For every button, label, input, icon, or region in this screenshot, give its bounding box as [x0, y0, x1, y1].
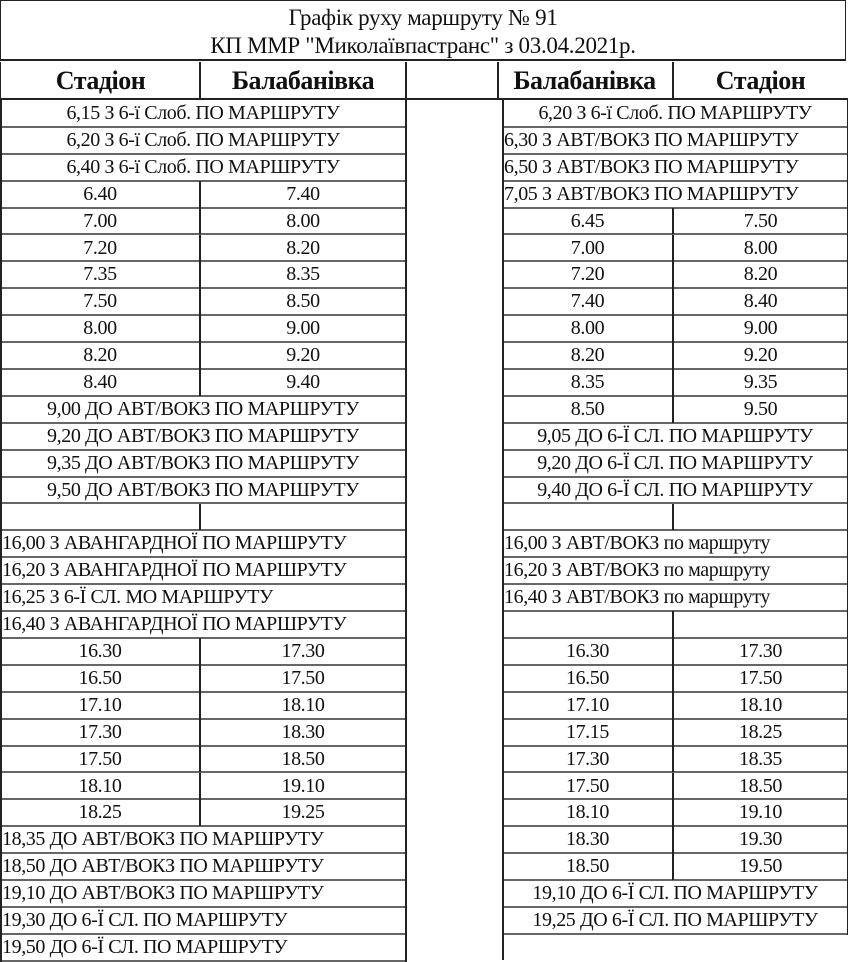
right-departure-time: 7.20 — [502, 261, 673, 289]
table-border — [0, 719, 2, 747]
right-arrival-time: 19.30 — [673, 826, 848, 854]
table-border — [0, 853, 2, 881]
table-border — [0, 799, 2, 827]
right-route-note-row: 19,25 ДО 6-Ї СЛ. ПО МАРШРУТУ — [502, 907, 848, 935]
table-border — [405, 530, 407, 558]
right-header-stadion: Стадіон — [673, 62, 848, 100]
left-departure-time: 18.10 — [0, 773, 200, 801]
left-route-note-row: 16,25 З 6-Ї СЛ. МО МАРШРУТУ — [0, 584, 406, 612]
right-arrival-time — [673, 504, 848, 532]
right-route-note-row: 7,05 З АВТ/ВОКЗ ПО МАРШРУТУ — [502, 181, 848, 209]
left-departure-time: 7.20 — [0, 235, 200, 263]
table-border — [405, 907, 407, 935]
left-route-note-row: 19,30 ДО 6-Ї СЛ. ПО МАРШРУТУ — [0, 907, 406, 935]
left-route-note-row: 16,40 З АВАНГАРДНОЇ ПО МАРШРУТУ — [0, 611, 406, 639]
right-arrival-time: 8.00 — [673, 235, 848, 263]
left-arrival-time: 8.00 — [200, 208, 406, 236]
left-arrival-time — [200, 504, 406, 532]
column-divider — [672, 799, 674, 826]
column-divider — [672, 369, 674, 396]
table-border — [502, 530, 504, 558]
right-arrival-time — [673, 611, 848, 639]
table-border — [0, 826, 2, 854]
left-departure-time: 7.35 — [0, 261, 200, 289]
right-departure-time: 8.00 — [502, 315, 673, 343]
column-divider — [672, 504, 674, 531]
table-border — [0, 557, 2, 585]
header-divider — [672, 62, 674, 100]
left-departure-time: 18.25 — [0, 799, 200, 827]
table-border — [405, 288, 407, 316]
table-border — [0, 934, 2, 962]
column-divider — [672, 853, 674, 880]
column-divider — [672, 826, 674, 853]
header-divider — [497, 62, 499, 100]
table-border — [405, 154, 407, 182]
column-divider — [672, 746, 674, 773]
column-divider — [672, 396, 674, 423]
left-route-note-row: 19,10 ДО АВТ/ВОКЗ ПО МАРШРУТУ — [0, 880, 406, 908]
right-route-note-row: 9,20 ДО 6-Ї СЛ. ПО МАРШРУТУ — [502, 450, 848, 478]
table-border — [0, 288, 2, 316]
table-border — [502, 100, 504, 128]
right-arrival-time: 17.50 — [673, 665, 848, 693]
right-departure-time: 8.20 — [502, 342, 673, 370]
left-route-note-row: 9,00 ДО АВТ/ВОКЗ ПО МАРШРУТУ — [0, 396, 406, 424]
table-border — [502, 773, 504, 801]
column-divider — [199, 315, 201, 342]
table-border — [502, 208, 504, 236]
table-border — [502, 584, 504, 612]
right-arrival-time: 8.40 — [673, 288, 848, 316]
table-border — [405, 692, 407, 720]
table-border — [502, 799, 504, 827]
right-departure-time: 17.30 — [502, 746, 673, 774]
table-border — [405, 423, 407, 451]
left-arrival-time: 18.50 — [200, 746, 406, 774]
table-border — [0, 692, 2, 720]
table-border — [502, 504, 504, 532]
right-route-note-row: 6,30 З АВТ/ВОКЗ ПО МАРШРУТУ — [502, 127, 848, 155]
table-border — [0, 665, 2, 693]
left-route-note-row: 16,00 З АВАНГАРДНОЇ ПО МАРШРУТУ — [0, 530, 406, 558]
right-arrival-time: 19.50 — [673, 853, 848, 881]
table-border — [0, 880, 2, 908]
right-departure-time: 17.50 — [502, 773, 673, 801]
left-arrival-time: 7.40 — [200, 181, 406, 209]
column-divider — [672, 638, 674, 665]
table-border — [502, 369, 504, 397]
left-arrival-time: 17.50 — [200, 665, 406, 693]
left-arrival-time: 18.10 — [200, 692, 406, 720]
table-border — [0, 369, 2, 397]
right-route-note-row: 9,05 ДО 6-Ї СЛ. ПО МАРШРУТУ — [502, 423, 848, 451]
table-border — [0, 746, 2, 774]
left-departure-time: 7.50 — [0, 288, 200, 316]
column-divider — [199, 181, 201, 208]
table-border — [0, 154, 2, 182]
table-border — [405, 611, 407, 639]
table-border — [405, 396, 407, 424]
column-divider — [199, 719, 201, 746]
table-border — [0, 127, 2, 155]
right-header-balabanivka: Балабанівка — [496, 62, 673, 100]
left-route-note-row: 9,20 ДО АВТ/ВОКЗ ПО МАРШРУТУ — [0, 423, 406, 451]
right-departure-time: 16.30 — [502, 638, 673, 666]
table-border — [0, 100, 2, 128]
right-arrival-time: 18.10 — [673, 692, 848, 720]
right-departure-time: 7.00 — [502, 235, 673, 263]
table-border — [502, 477, 504, 505]
table-border — [0, 235, 2, 263]
table-border — [405, 584, 407, 612]
left-arrival-time: 19.10 — [200, 773, 406, 801]
column-divider — [672, 665, 674, 692]
left-departure-time: 16.30 — [0, 638, 200, 666]
table-border — [405, 127, 407, 155]
table-border — [502, 127, 504, 155]
right-arrival-time: 9.50 — [673, 396, 848, 424]
right-arrival-time: 9.35 — [673, 369, 848, 397]
right-departure-time: 17.10 — [502, 692, 673, 720]
left-arrival-time: 9.20 — [200, 342, 406, 370]
column-divider — [672, 315, 674, 342]
table-border — [405, 853, 407, 881]
right-arrival-time: 19.10 — [673, 799, 848, 827]
table-border — [0, 450, 2, 478]
table-border — [502, 907, 504, 935]
title-line-2: КП ММР "Миколаївпастранс" з 03.04.2021р. — [210, 33, 636, 58]
table-border — [405, 450, 407, 478]
right-departure-time: 17.15 — [502, 719, 673, 747]
column-divider — [199, 692, 201, 719]
right-route-note-row: 6,20 З 6-ї Слоб. ПО МАРШРУТУ — [502, 100, 848, 128]
right-arrival-time: 18.35 — [673, 746, 848, 774]
table-border — [0, 504, 2, 532]
left-departure-time: 16.50 — [0, 665, 200, 693]
table-border — [405, 773, 407, 801]
table-border — [405, 100, 407, 128]
table-border — [0, 342, 2, 370]
table-border — [405, 504, 407, 532]
table-border — [502, 611, 504, 639]
table-border — [405, 369, 407, 397]
column-divider — [672, 692, 674, 719]
right-departure-time — [502, 504, 673, 532]
column-divider — [672, 235, 674, 262]
column-divider — [199, 235, 201, 262]
header-divider — [405, 62, 407, 100]
right-departure-time: 6.45 — [502, 208, 673, 236]
right-arrival-time: 8.20 — [673, 261, 848, 289]
left-departure-time: 17.30 — [0, 719, 200, 747]
left-departure-time: 8.40 — [0, 369, 200, 397]
table-border — [405, 208, 407, 236]
right-arrival-time: 9.00 — [673, 315, 848, 343]
right-departure-time: 8.50 — [502, 396, 673, 424]
table-border — [502, 934, 504, 960]
left-departure-time: 6.40 — [0, 181, 200, 209]
right-route-note-row: 16,20 З АВТ/ВОКЗ по маршруту — [502, 557, 848, 585]
right-departure-time: 18.50 — [502, 853, 673, 881]
table-border — [405, 235, 407, 263]
left-header-balabanivka: Балабанівка — [200, 62, 406, 100]
left-departure-time: 17.50 — [0, 746, 200, 774]
column-divider — [672, 611, 674, 638]
column-divider — [199, 261, 201, 288]
table-border — [405, 261, 407, 289]
table-border — [502, 557, 504, 585]
table-border — [502, 692, 504, 720]
table-border — [502, 638, 504, 666]
table-border — [0, 181, 2, 209]
table-border — [0, 530, 2, 558]
table-border — [405, 315, 407, 343]
left-arrival-time: 8.50 — [200, 288, 406, 316]
title-line-1: Графік руху маршруту № 91 — [288, 5, 558, 30]
column-divider — [199, 208, 201, 235]
left-arrival-time: 8.20 — [200, 235, 406, 263]
table-border — [502, 315, 504, 343]
table-border — [502, 880, 504, 908]
right-route-note-row: 16,40 З АВТ/ВОКЗ по маршруту — [502, 584, 848, 612]
right-arrival-time: 7.50 — [673, 208, 848, 236]
column-divider — [199, 342, 201, 369]
table-border — [0, 638, 2, 666]
right-departure-time: 18.10 — [502, 799, 673, 827]
table-border — [405, 557, 407, 585]
column-divider — [199, 746, 201, 773]
right-arrival-time: 17.30 — [673, 638, 848, 666]
table-border — [502, 154, 504, 182]
column-divider — [199, 665, 201, 692]
column-divider — [199, 504, 201, 531]
left-arrival-time: 19.25 — [200, 799, 406, 827]
table-border — [0, 208, 2, 236]
right-arrival-time: 18.25 — [673, 719, 848, 747]
right-arrival-time: 18.50 — [673, 773, 848, 801]
table-border — [405, 826, 407, 854]
column-divider — [199, 369, 201, 396]
left-header-stadion: Стадіон — [0, 62, 200, 100]
header-divider — [199, 62, 201, 100]
table-border — [0, 261, 2, 289]
table-border — [502, 181, 504, 209]
table-border — [0, 423, 2, 451]
table-border — [0, 477, 2, 505]
left-route-note-row: 6,40 З 6-ї Слоб. ПО МАРШРУТУ — [0, 154, 406, 182]
table-border — [405, 477, 407, 505]
header-gap — [406, 62, 498, 100]
right-departure-time: 8.35 — [502, 369, 673, 397]
table-border — [502, 853, 504, 881]
right-route-note-row: 6,50 З АВТ/ВОКЗ ПО МАРШРУТУ — [502, 154, 848, 182]
table-border — [405, 638, 407, 666]
table-border — [0, 315, 2, 343]
left-route-note-row: 18,35 ДО АВТ/ВОКЗ ПО МАРШРУТУ — [0, 826, 406, 854]
left-departure-time: 8.00 — [0, 315, 200, 343]
column-divider — [672, 773, 674, 800]
right-departure-time: 16.50 — [502, 665, 673, 693]
left-route-note-row: 19,50 ДО 6-Ї СЛ. ПО МАРШРУТУ — [0, 934, 406, 962]
left-route-note-row: 6,15 З 6-ї Слоб. ПО МАРШРУТУ — [0, 100, 406, 128]
right-arrival-time: 9.20 — [673, 342, 848, 370]
left-departure-time: 7.00 — [0, 208, 200, 236]
left-route-note-row: 18,50 ДО АВТ/ВОКЗ ПО МАРШРУТУ — [0, 853, 406, 881]
table-border — [0, 611, 2, 639]
table-border — [502, 665, 504, 693]
table-border — [502, 235, 504, 263]
table-border — [502, 342, 504, 370]
left-route-note-row: 6,20 З 6-ї Слоб. ПО МАРШРУТУ — [0, 127, 406, 155]
table-border — [502, 450, 504, 478]
schedule-title — [0, 0, 846, 61]
table-border — [502, 746, 504, 774]
left-arrival-time: 17.30 — [200, 638, 406, 666]
table-border — [502, 261, 504, 289]
table-border — [405, 746, 407, 774]
column-divider — [672, 208, 674, 235]
right-departure-time: 7.40 — [502, 288, 673, 316]
table-border — [405, 880, 407, 908]
left-departure-time: 8.20 — [0, 342, 200, 370]
column-divider — [199, 799, 201, 826]
table-border — [405, 342, 407, 370]
table-border — [0, 584, 2, 612]
table-border — [405, 719, 407, 747]
left-departure-time — [0, 504, 200, 532]
left-route-note-row: 16,20 З АВАНГАРДНОЇ ПО МАРШРУТУ — [0, 557, 406, 585]
table-border — [502, 396, 504, 424]
column-divider — [199, 773, 201, 800]
table-border — [502, 826, 504, 854]
column-divider — [199, 288, 201, 315]
table-border — [0, 773, 2, 801]
right-departure-time — [502, 611, 673, 639]
right-departure-time: 18.30 — [502, 826, 673, 854]
table-border — [405, 934, 407, 962]
table-border — [0, 396, 2, 424]
table-border — [0, 907, 2, 935]
column-divider — [672, 261, 674, 288]
table-border — [405, 181, 407, 209]
right-route-note-row: 19,10 ДО 6-Ї СЛ. ПО МАРШРУТУ — [502, 880, 848, 908]
table-border — [405, 665, 407, 693]
left-arrival-time: 18.30 — [200, 719, 406, 747]
table-border — [502, 288, 504, 316]
left-arrival-time: 9.40 — [200, 369, 406, 397]
left-departure-time: 17.10 — [0, 692, 200, 720]
column-divider — [672, 288, 674, 315]
table-border — [502, 423, 504, 451]
table-border — [502, 719, 504, 747]
right-route-note-row: 16,00 З АВТ/ВОКЗ по маршруту — [502, 530, 848, 558]
right-route-note-row: 9,40 ДО 6-Ї СЛ. ПО МАРШРУТУ — [502, 477, 848, 505]
column-divider — [672, 719, 674, 746]
left-route-note-row: 9,50 ДО АВТ/ВОКЗ ПО МАРШРУТУ — [0, 477, 406, 505]
left-arrival-time: 9.00 — [200, 315, 406, 343]
column-divider — [672, 342, 674, 369]
table-border — [405, 799, 407, 827]
column-divider — [199, 638, 201, 665]
left-route-note-row: 9,35 ДО АВТ/ВОКЗ ПО МАРШРУТУ — [0, 450, 406, 478]
left-arrival-time: 8.35 — [200, 261, 406, 289]
